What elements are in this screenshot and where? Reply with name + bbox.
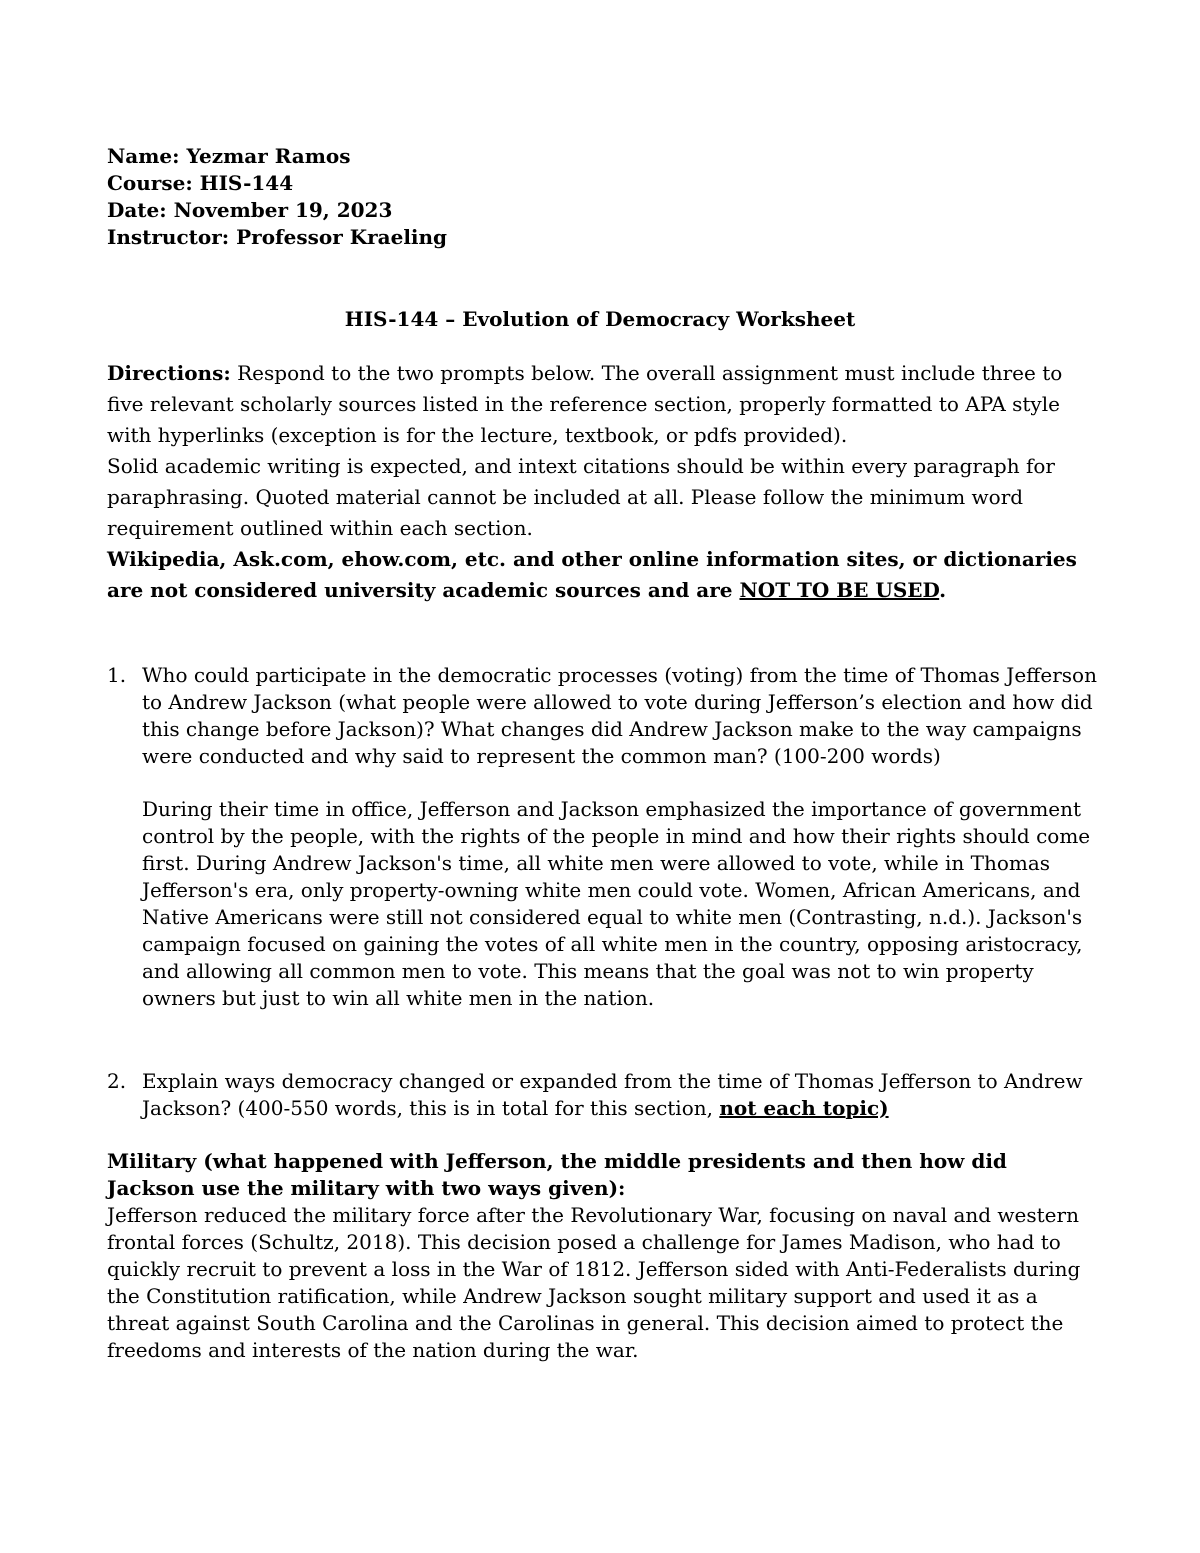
student-name: Name: Yezmar Ramos xyxy=(107,144,351,168)
sources-warning-text: Wikipedia, Ask.com, ehow.com, etc. and other online information sites, or dictionaries are not considered university academic sources and are xyxy=(107,547,1077,602)
directions-label: Directions: xyxy=(107,361,231,385)
question-2-prompt: Explain ways democracy changed or expanded from the time of Thomas Jefferson to Andrew Jackson? (400-550 words, this is in total for this section, xyxy=(142,1069,1083,1120)
question-2-number: 2. xyxy=(107,1069,127,1093)
worksheet-title: HIS-144 – Evolution of Democracy Worksheet xyxy=(344,307,856,331)
sources-warning xyxy=(107,544,1097,606)
directions-paragraph-2: Solid academic writing is expected, and intext citations should be within every paragraph for paraphrasing. Quoted material cannot be included at all. Please follow the minimum word requirement outlined within each section. xyxy=(107,454,1055,540)
instructor-name: Instructor: Professor Kraeling xyxy=(107,225,448,249)
question-1-number: 1. xyxy=(107,663,127,687)
question-2-emphasis: not each topic) xyxy=(719,1096,889,1120)
student-info-header xyxy=(107,143,447,251)
question-1-answer: During their time in office, Jefferson and Jackson emphasized the importance of government control by the people, with the rights of the people in mind and how their rights should come first. During Andrew Jackson's time, all white men were allowed to vote, while in Thomas Jefferson's era, only property-owning white men could vote. Women, African Americans, and Native Americans were still not considered equal to white men (Contrasting, n.d.). Jackson's campaign focused on gaining the votes of all white men in the country, opposing aristocracy, and allowing all common men to vote. This means that the goal was not to win property owners but just to win all white men in the nation. xyxy=(142,797,1091,1010)
not-to-be-used: NOT TO BE USED xyxy=(739,578,940,602)
directions-paragraph xyxy=(107,358,1097,451)
question-1-text: Who could participate in the democratic processes (voting) from the time of Thomas Jefferson to Andrew Jackson (what people were allowed to vote during Jefferson’s election and how did this change before Jackson)? What changes did Andrew Jackson make to the way campaigns were conducted and why said to represent the common man? (100-200 words) xyxy=(142,663,1097,768)
question-2-text xyxy=(142,1068,1097,1122)
military-answer: Jefferson reduced the military force after the Revolutionary War, focusing on naval and western frontal forces (Schultz, 2018). This decision posed a challenge for James Madison, who had to quickly recruit to prevent a loss in the War of 1812. Jefferson sided with Anti-Federalists during the Constitution ratification, while Andrew Jackson sought military support and used it as a threat against South Carolina and the Carolinas in general. This decision aimed to protect the freedoms and interests of the nation during the war. xyxy=(107,1203,1081,1362)
directions-text-1: Respond to the two prompts below. The overall assignment must include three to five relevant scholarly sources listed in the reference section, properly formatted to APA style with hyperlinks (exception is for the lecture, textbook, or pdfs provided). xyxy=(107,361,1063,447)
question-2 xyxy=(107,1068,1097,1122)
directions-section xyxy=(107,358,1097,606)
course-code: Course: HIS-144 xyxy=(107,171,294,195)
sources-warning-end: . xyxy=(939,578,947,602)
military-heading: Military (what happened with Jefferson, the middle presidents and then how did Jackson use the military with two ways given): xyxy=(107,1149,1007,1200)
submission-date: Date: November 19, 2023 xyxy=(107,198,393,222)
question-1 xyxy=(107,662,1097,770)
